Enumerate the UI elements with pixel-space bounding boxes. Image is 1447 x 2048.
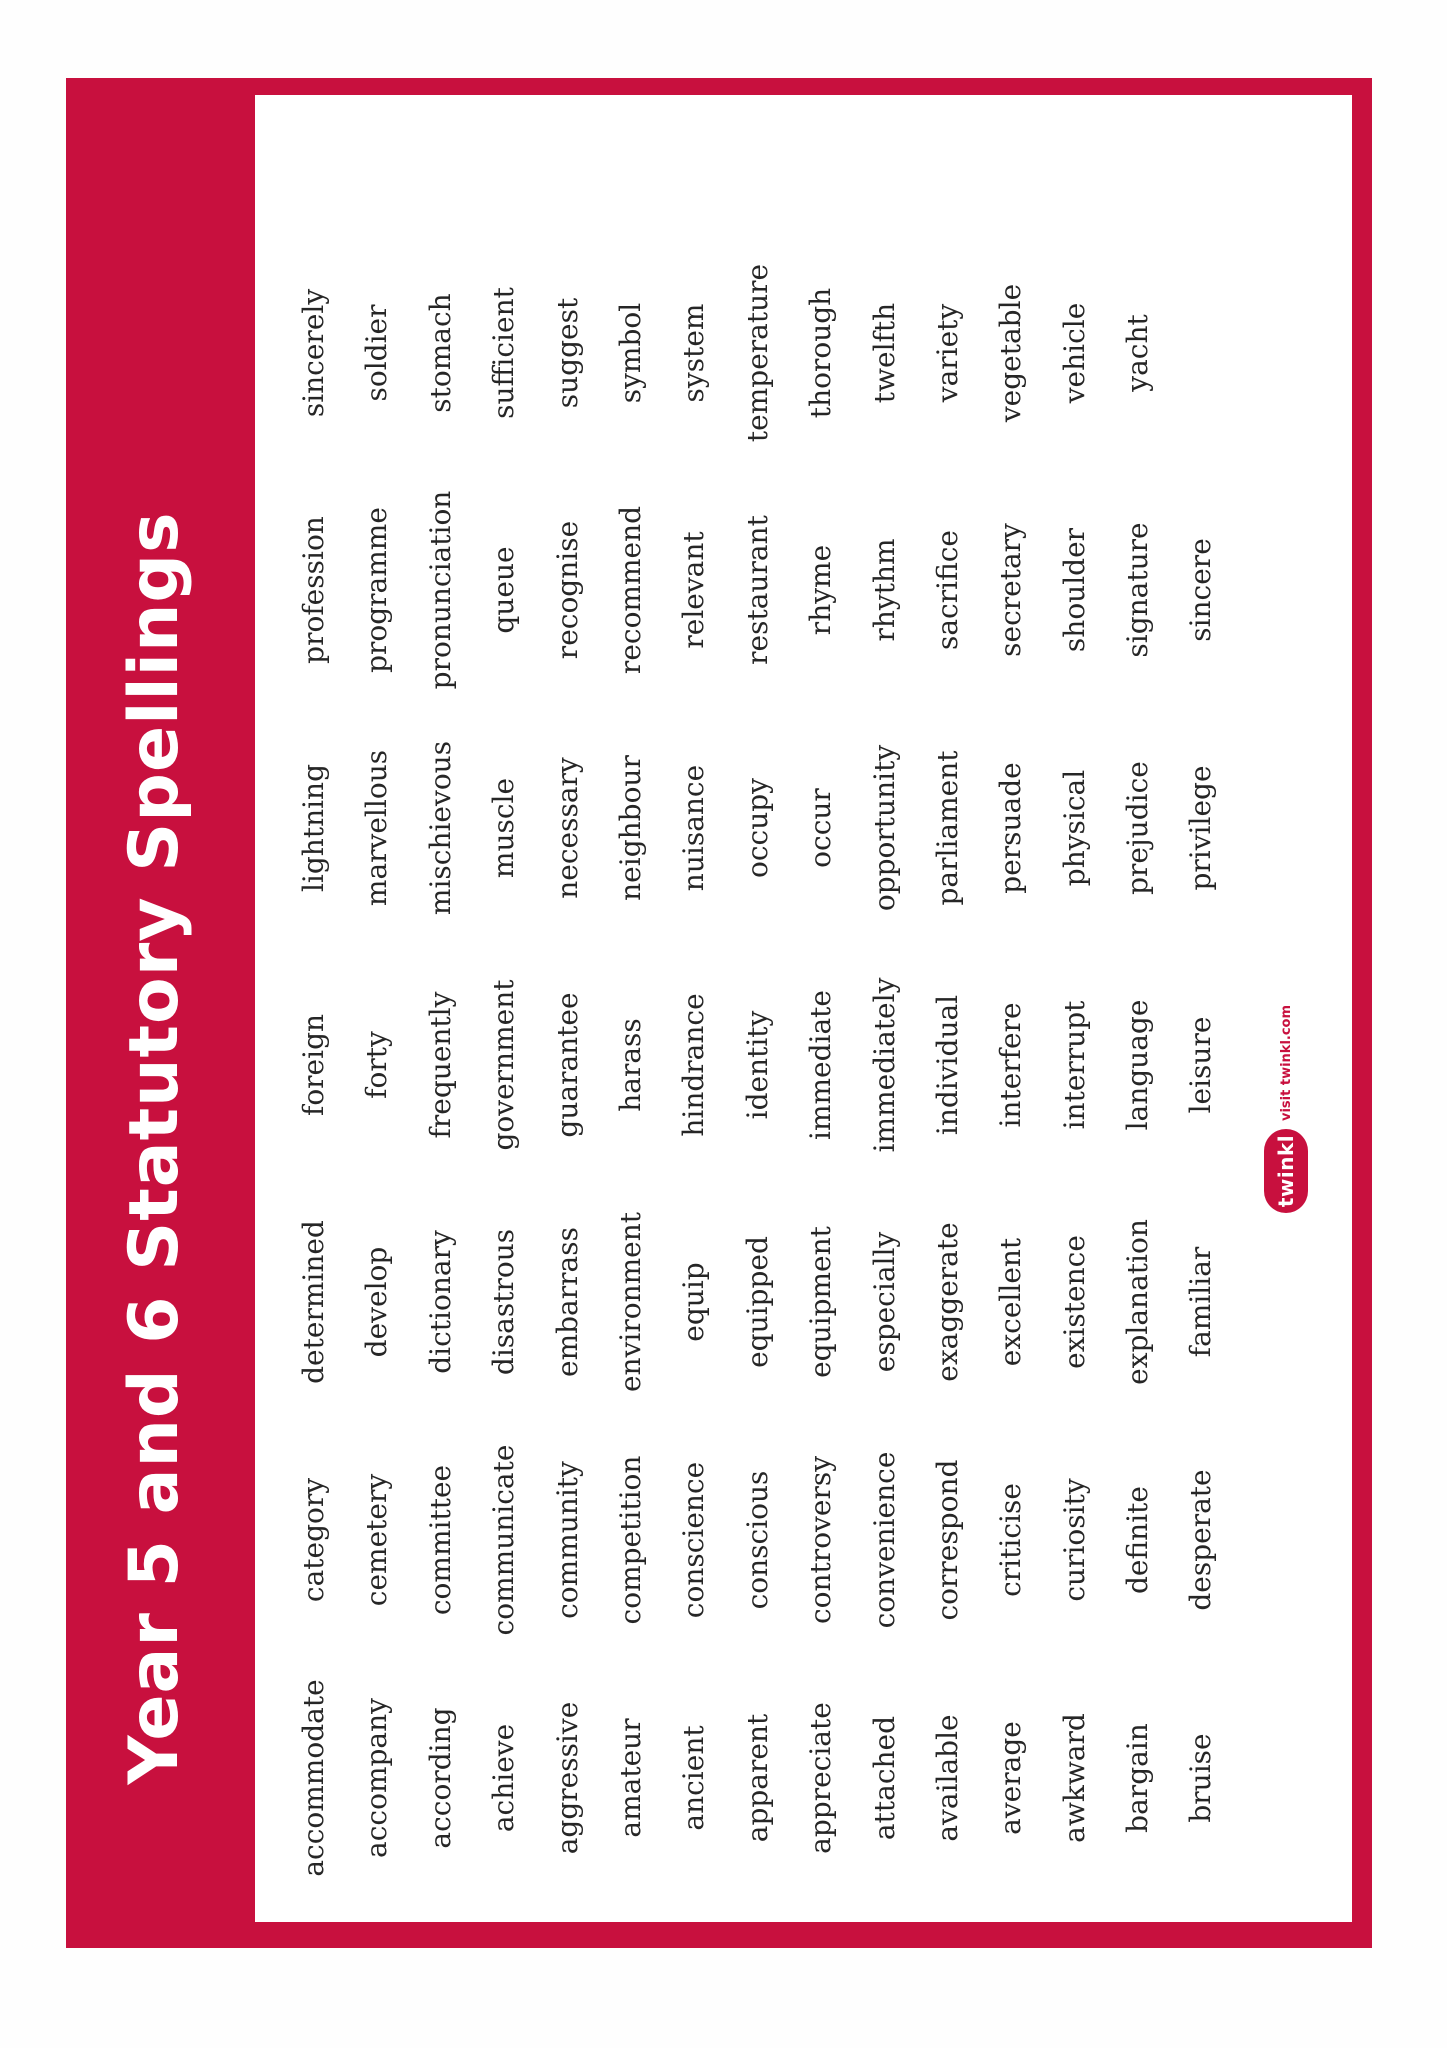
spelling-word: sufficient <box>487 287 521 419</box>
spelling-word: shoulder <box>1057 527 1091 653</box>
spelling-word: restaurant <box>740 515 774 665</box>
spelling-word: language <box>1121 999 1155 1131</box>
spelling-word: symbol <box>613 302 647 404</box>
spelling-word: individual <box>930 994 964 1136</box>
spelling-word: disastrous <box>487 1228 521 1376</box>
spelling-word: thorough <box>804 287 838 419</box>
spelling-word: profession <box>297 516 330 664</box>
spelling-word: foreign <box>297 1013 330 1117</box>
spelling-word: excellent <box>994 1237 1028 1367</box>
spelling-word: persuade <box>994 762 1028 894</box>
spelling-word: interrupt <box>1057 1000 1091 1130</box>
word-column <box>282 1415 1233 1665</box>
word-column <box>282 1177 1233 1427</box>
spelling-word: desperate <box>1184 1469 1218 1611</box>
spelling-word: equipment <box>804 1226 838 1378</box>
spelling-word: cemetery <box>360 1473 394 1607</box>
word-column <box>282 703 1233 953</box>
spelling-word: awkward <box>1057 1713 1091 1843</box>
spelling-word: bargain <box>1121 1723 1155 1833</box>
spelling-word: definite <box>1121 1486 1155 1594</box>
spelling-word: occur <box>804 788 838 868</box>
spelling-word: curiosity <box>1057 1478 1091 1602</box>
word-column <box>282 465 1233 715</box>
spelling-word: hindrance <box>677 993 711 1137</box>
spelling-word: dictionary <box>423 1230 457 1374</box>
spelling-word: necessary <box>550 757 584 899</box>
spelling-word: variety <box>930 303 964 403</box>
spelling-word: yacht <box>1121 314 1155 392</box>
visit-link[interactable]: visit twinkl.com <box>1278 1004 1294 1121</box>
spelling-word: competition <box>613 1455 647 1625</box>
spelling-word: embarrass <box>550 1227 584 1377</box>
word-column <box>282 1653 1233 1903</box>
spelling-word: convenience <box>867 1451 901 1629</box>
spelling-word: exaggerate <box>930 1222 964 1382</box>
spelling-word: physical <box>1057 769 1091 887</box>
spelling-word: apparent <box>740 1713 774 1843</box>
spelling-word: attached <box>867 1715 901 1841</box>
spelling-word: correspond <box>930 1459 964 1621</box>
spelling-word: signature <box>1121 522 1155 658</box>
spelling-word: rhythm <box>867 538 901 642</box>
spelling-word: sacrifice <box>930 530 964 651</box>
spelling-word: mischievous <box>423 740 457 916</box>
spelling-word: environment <box>613 1211 647 1393</box>
spelling-word: average <box>994 1721 1028 1835</box>
spelling-word: develop <box>360 1246 394 1358</box>
spelling-word: rhyme <box>804 544 838 636</box>
spelling-word: relevant <box>677 531 711 649</box>
word-column <box>282 228 1169 478</box>
spelling-word: occupy <box>740 778 774 878</box>
spelling-word: criticise <box>994 1483 1028 1597</box>
spelling-word: committee <box>423 1464 457 1616</box>
spelling-word: opportunity <box>867 744 901 912</box>
spelling-word: neighbour <box>613 755 647 901</box>
spelling-word: controversy <box>804 1455 838 1625</box>
spelling-word: suggest <box>550 297 584 409</box>
spelling-word: system <box>677 303 711 403</box>
spelling-word: bruise <box>1184 1733 1218 1823</box>
spelling-word: category <box>297 1477 330 1603</box>
spelling-word: forty <box>360 1031 394 1099</box>
spelling-word: determined <box>297 1220 330 1384</box>
spelling-word: according <box>423 1707 457 1849</box>
page-title: Year 5 and 6 Statutory Spellings <box>115 511 194 1785</box>
spelling-word: conscience <box>677 1461 711 1619</box>
spelling-word: communicate <box>487 1444 521 1636</box>
spelling-word: equip <box>677 1262 711 1342</box>
spelling-word: muscle <box>487 777 521 879</box>
spelling-word: equipped <box>740 1236 774 1368</box>
spelling-word: community <box>550 1461 584 1619</box>
spelling-word: conscious <box>740 1470 774 1610</box>
spelling-word: amateur <box>613 1718 647 1838</box>
spelling-word: pronunciation <box>423 490 457 690</box>
spelling-word: marvellous <box>360 749 394 907</box>
spelling-word: sincere <box>1184 538 1218 642</box>
spelling-word: queue <box>487 546 521 634</box>
spelling-word: privilege <box>1184 765 1218 891</box>
spelling-word: temperature <box>740 263 774 443</box>
spelling-word: twelfth <box>867 302 901 404</box>
spelling-word: programme <box>360 507 394 673</box>
spelling-word: lightning <box>297 763 330 893</box>
spelling-word: soldier <box>360 304 394 402</box>
spelling-word: prejudice <box>1121 761 1155 895</box>
spelling-word: guarantee <box>550 992 584 1138</box>
spelling-word: familiar <box>1184 1246 1218 1358</box>
spelling-word: sincerely <box>297 288 330 418</box>
spelling-word: existence <box>1057 1235 1091 1369</box>
spelling-word: government <box>487 979 521 1151</box>
spelling-word: recommend <box>613 505 647 675</box>
spelling-word: leisure <box>1184 1016 1218 1114</box>
spelling-word: especially <box>867 1231 901 1373</box>
spelling-word: recognise <box>550 520 584 660</box>
spelling-word: interfere <box>994 1002 1028 1128</box>
spelling-word: available <box>930 1714 964 1842</box>
spelling-word: achieve <box>487 1723 521 1833</box>
spelling-word: identity <box>740 1010 774 1120</box>
twinkl-logo: twinkl <box>1264 1129 1308 1213</box>
twinkl-branding <box>1258 1005 1314 1213</box>
spelling-word: ancient <box>677 1725 711 1831</box>
spelling-word: accompany <box>360 1698 394 1858</box>
spelling-word: vegetable <box>994 283 1028 423</box>
spelling-word: stomach <box>423 293 457 413</box>
spelling-word: explanation <box>1121 1219 1155 1385</box>
spelling-word: secretary <box>994 523 1028 657</box>
spelling-word: harass <box>613 1018 647 1112</box>
spelling-word: appreciate <box>804 1702 838 1854</box>
spelling-word: immediately <box>867 977 901 1153</box>
spelling-word: frequently <box>423 991 457 1139</box>
spelling-word: parliament <box>930 750 964 906</box>
spelling-word: immediate <box>804 989 838 1141</box>
spelling-word: nuisance <box>677 764 711 892</box>
spelling-word: aggressive <box>550 1701 584 1855</box>
spelling-word: accommodate <box>297 1679 330 1877</box>
word-column <box>282 940 1233 1190</box>
spelling-word: vehicle <box>1057 302 1091 404</box>
